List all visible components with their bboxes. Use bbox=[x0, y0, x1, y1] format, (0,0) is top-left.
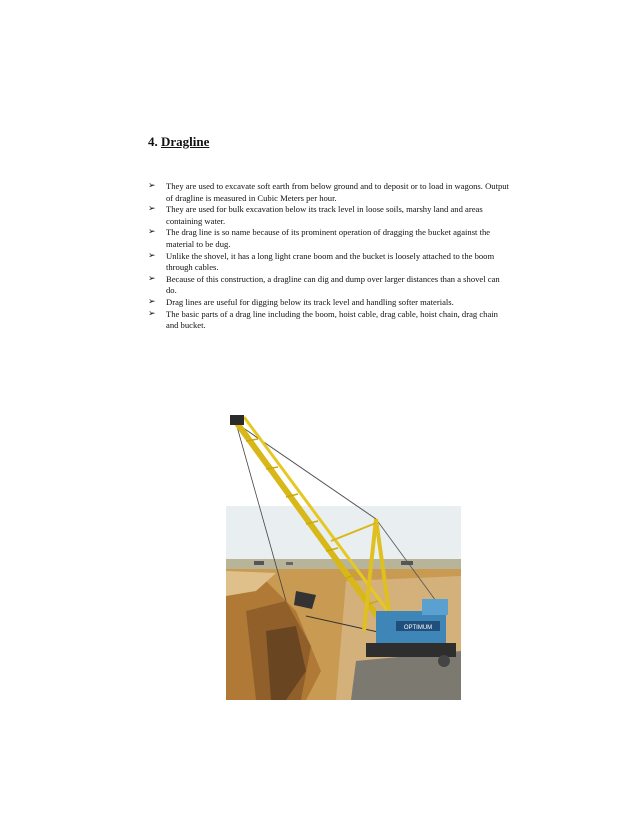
list-item-text: Because of this construction, a dragline can dig and dump over larger distances than a shovel can do. bbox=[166, 273, 500, 296]
arrow-bullet-icon: ➢ bbox=[148, 204, 156, 215]
list-item bbox=[148, 204, 510, 227]
list-item bbox=[148, 251, 510, 274]
list-item bbox=[148, 227, 510, 250]
list-item-text: The basic parts of a drag line including the boom, hoist cable, drag cable, hoist chain, drag chain and bucket. bbox=[166, 308, 498, 331]
section-heading bbox=[148, 134, 209, 150]
bullet-list bbox=[148, 181, 510, 332]
list-item-text: Drag lines are useful for digging below its track level and handling softer materials. bbox=[166, 296, 454, 307]
section-number: 4. bbox=[148, 134, 158, 149]
arrow-bullet-icon: ➢ bbox=[148, 308, 156, 319]
dragline-illustration bbox=[226, 411, 461, 700]
list-item-text: Unlike the shovel, it has a long light crane boom and the bucket is loosely attached to the boom through cables. bbox=[166, 250, 495, 273]
dragline-photo bbox=[226, 411, 461, 700]
arrow-bullet-icon: ➢ bbox=[148, 250, 156, 261]
arrow-bullet-icon: ➢ bbox=[148, 273, 156, 284]
arrow-bullet-icon: ➢ bbox=[148, 227, 156, 238]
list-item-text: They are used for bulk excavation below its track level in loose soils, marshy land and areas containing water. bbox=[166, 204, 483, 226]
section-title: Dragline bbox=[161, 134, 210, 149]
arrow-bullet-icon: ➢ bbox=[148, 181, 156, 191]
arrow-bullet-icon: ➢ bbox=[148, 296, 156, 307]
list-item bbox=[148, 181, 510, 204]
cab-label: OPTIMUM bbox=[403, 625, 433, 631]
list-item bbox=[148, 297, 510, 309]
list-item-text: They are used to excavate soft earth from below ground and to deposit or to load in wagons. Output of dragline is measured in Cubic Meters per hour. bbox=[166, 181, 509, 203]
list-item bbox=[148, 274, 510, 297]
list-item bbox=[148, 309, 510, 332]
list-item-text: The drag line is so name because of its prominent operation of dragging the bucket against the material to be dug. bbox=[166, 227, 491, 249]
